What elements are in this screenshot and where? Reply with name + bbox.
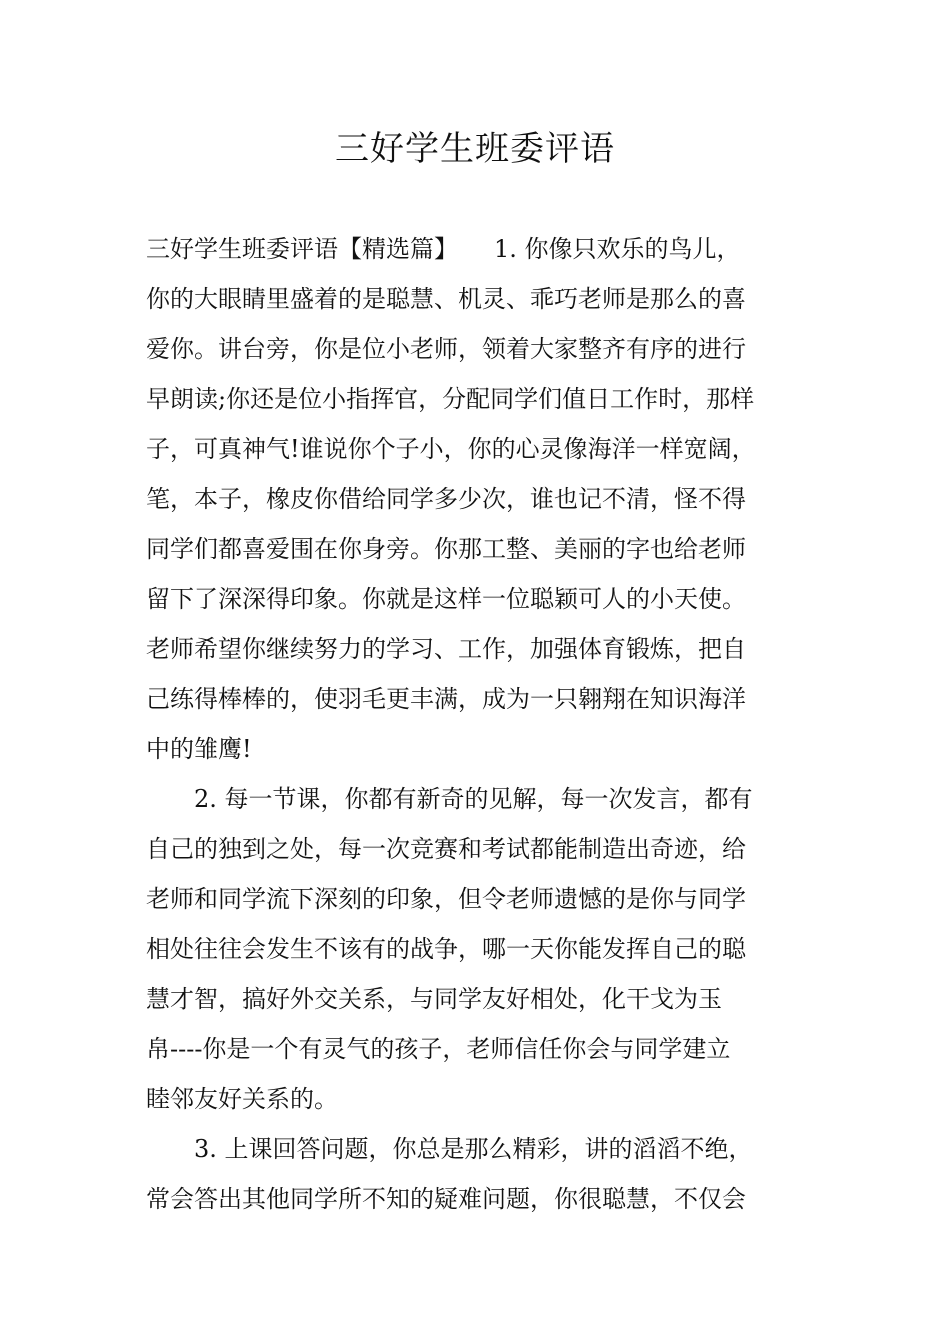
document-title: 三好学生班委评语	[335, 129, 615, 169]
text-line: 睦邻友好关系的。	[146, 1085, 338, 1113]
text-line: 子，可真神气!谁说你个子小，你的心灵像海洋一样宽阔，	[146, 435, 756, 463]
text-line: 同学们都喜爱围在你身旁。你那工整、美丽的字也给老师	[146, 535, 746, 563]
text-line: 常会答出其他同学所不知的疑难问题，你很聪慧，不仅会	[146, 1185, 746, 1213]
text-line: 2. 每一节课，你都有新奇的见解，每一次发言，都有	[146, 785, 753, 813]
text-line: 己练得棒棒的，使羽毛更丰满，成为一只翱翔在知识海洋	[146, 685, 746, 713]
text-line: 相处往往会发生不该有的战争，哪一天你能发挥自己的聪	[146, 935, 746, 963]
text-line: 早朗读;你还是位小指挥官，分配同学们值日工作时，那样	[146, 385, 755, 413]
text-line: 慧才智，搞好外交关系，与同学友好相处，化干戈为玉	[146, 985, 722, 1013]
text-line: 三好学生班委评语【精选篇】 1. 你像只欢乐的鸟儿，	[146, 235, 741, 263]
text-line: 3. 上课回答问题，你总是那么精彩，讲的滔滔不绝，	[146, 1135, 753, 1163]
text-line: 老师希望你继续努力的学习、工作，加强体育锻炼，把自	[146, 635, 746, 663]
text-line: 爱你。讲台旁，你是位小老师，领着大家整齐有序的进行	[146, 335, 746, 363]
text-line: 帛----你是一个有灵气的孩子，老师信任你会与同学建立	[146, 1035, 731, 1063]
text-line: 留下了深深得印象。你就是这样一位聪颖可人的小天使。	[146, 585, 746, 613]
text-line: 中的雏鹰!	[146, 735, 252, 763]
text-line: 笔，本子，橡皮你借给同学多少次，谁也记不清，怪不得	[146, 485, 746, 513]
text-line: 自己的独到之处，每一次竞赛和考试都能制造出奇迹，给	[146, 835, 746, 863]
text-line: 老师和同学流下深刻的印象，但令老师遗憾的是你与同学	[146, 885, 746, 913]
text-line: 你的大眼睛里盛着的是聪慧、机灵、乖巧老师是那么的喜	[146, 285, 746, 313]
